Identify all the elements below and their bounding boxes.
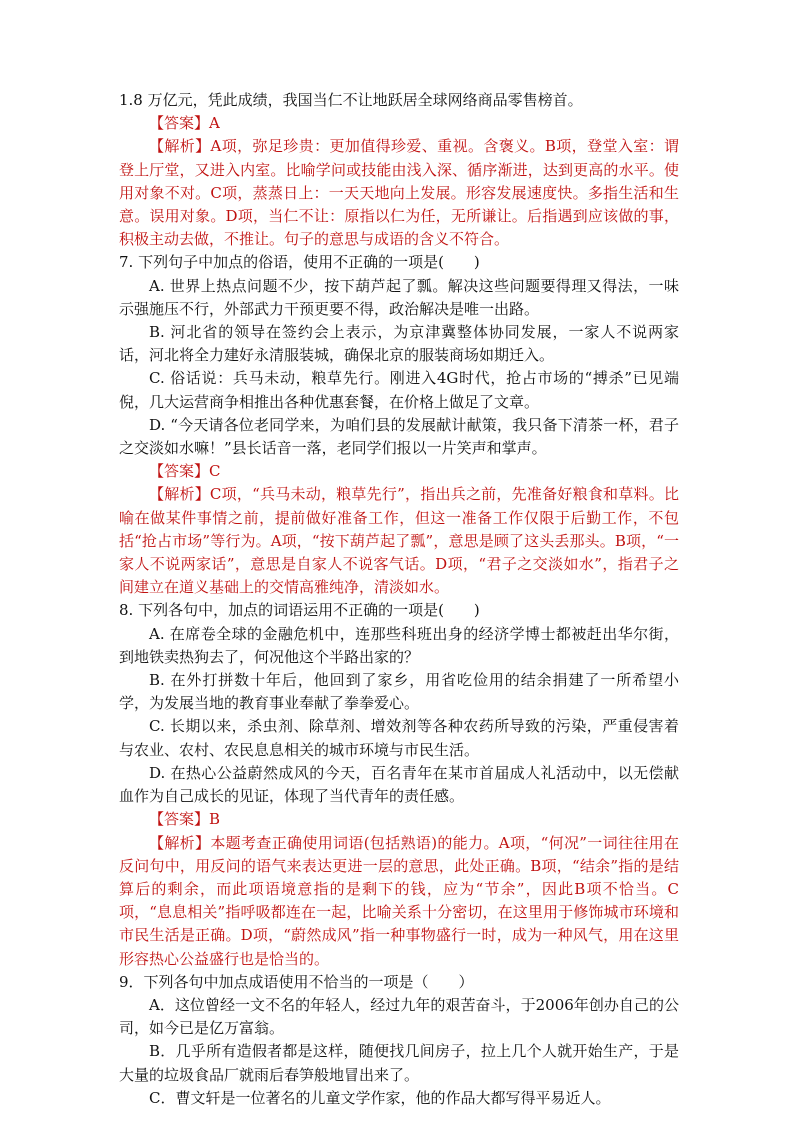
question-8-option-a: A. 在席卷全球的金融危机中，连那些科班出身的经济学博士都被赶出华尔街，到地铁卖热狗去了，何况他这个半路出家的？ — [119, 624, 679, 666]
question-7-option-d: D. “今天请各位老同学来，为咱们县的发展献计献策，我只备下清茶一杯，君子之交淡如水嘛！”县长话音一落，老同学们报以一片笑声和掌声。 — [119, 415, 679, 458]
question-9-option-c: C．曹文轩是一位著名的儿童文学作家，他的作品大都写得平易近人。 — [149, 1088, 611, 1107]
analysis-q6: 【解析】A项，弥足珍贵：更加值得珍爱、重视。含褒义。B项，登堂入室：谓登上厅堂，又进入内室。比喻学问或技能由浅入深、循序渐进，达到更高的水平。使用对象不对。C项，蒸蒸日上：一天天地向上发展。形容发展速度快。多指生活和生意。误用对象。D项，当仁不让：原指以仁为任，无所谦让。后指遇到应该做的事，积极主动去做，不推让。句子的意思与成语的含义不符合。 — [119, 137, 679, 249]
question-8-option-b: B. 在外打拼数十年后，他回到了家乡，用省吃俭用的结余捐建了一所希望小学，为发展当地的教育事业奉献了拳拳爱心。 — [119, 671, 679, 713]
question-7-option-b: B. 河北省的领导在签约会上表示，为京津冀整体协同发展，一家人不说两家话，河北将全力建好永清服装城，确保北京的服装商场如期迁入。 — [119, 323, 679, 365]
analysis-q7: 【解析】C项，“兵马未动，粮草先行”，指出兵之前，先准备好粮食和草料。比喻在做某件事情之前，提前做好准备工作，但这一准备工作仅限于后勤工作，不包括“抢占市场”等行为。A项，“按下葫芦起了瓢”，意思是顾了这头丢那头。B项，“一家人不说两家话”，意思是自家人不说客气话。D项，“君子之交淡如水”，指君子之间建立在道义基础上的交情高雅纯净，清淡如水。 — [119, 485, 679, 597]
answer-q8: 【答案】B — [149, 810, 221, 829]
question-9-option-b: B．几乎所有造假者都是这样，随便找几间房子，拉上几个人就开始生产，于是大量的垃圾食品厂就雨后春笋般地冒出来了。 — [119, 1042, 679, 1084]
answer-q6: 【答案】A — [149, 114, 220, 133]
question-9-option-a: A．这位曾经一文不名的年轻人，经过九年的艰苦奋斗，于2006年创办自己的公司，如今已是亿万富翁。 — [119, 995, 679, 1038]
answer-q7: 【答案】C — [149, 462, 221, 481]
question-9-stem: 9．下列各句中加点成语使用不恰当的一项是（ ） — [119, 972, 474, 991]
text-line: 1.8 万亿元，凭此成绩，我国当仁不让地跃居全球网络商品零售榜首。 — [119, 91, 583, 109]
question-8-stem: 8. 下列各句中，加点的词语运用不正确的一项是( ) — [119, 601, 480, 620]
analysis-q8: 【解析】本题考查正确使用词语(包括熟语)的能力。A项，“何况”一词往往用在反问句中，用反问的语气来表达更进一层的意思，此处正确。B项，“结余”指的是结算后的剩余，而此项语境意指的是剩下的钱，应为“节余”，因此B项不恰当。C项，“息息相关”指呼吸都连在一起，比喻关系十分密切，在这里用于修饰城市环境和市民生活是正确。D项，“蔚然成风”指一种事物盛行一时，成为一种风气，用在这里形容热心公益盛行也是恰当的。 — [119, 833, 679, 968]
document-page — [119, 89, 679, 1110]
question-7-option-a: A. 世界上热点问题不少，按下葫芦起了瓢。解决这些问题要得理又得法，一味示强施压不行，外部武力干预更要不得，政治解决是唯一出路。 — [119, 276, 679, 318]
question-8-option-d: D. 在热心公益蔚然成风的今天，百名青年在某市首届成人礼活动中，以无偿献血作为自己成长的见证，体现了当代青年的责任感。 — [119, 763, 679, 806]
question-7-stem: 7. 下列句子中加点的俗语，使用不正确的一项是( ) — [119, 253, 480, 272]
question-8-option-c: C. 长期以来，杀虫剂、除草剂、增效剂等各种农药所导致的污染，严重侵害着与农业、农村、农民息息相关的城市环境与市民生活。 — [119, 717, 679, 759]
question-7-option-c: C. 俗话说：兵马未动，粮草先行。刚进入4G时代，抢占市场的“搏杀”已见端倪，几大运营商争相推出各种优惠套餐，在价格上做足了文章。 — [119, 369, 679, 411]
